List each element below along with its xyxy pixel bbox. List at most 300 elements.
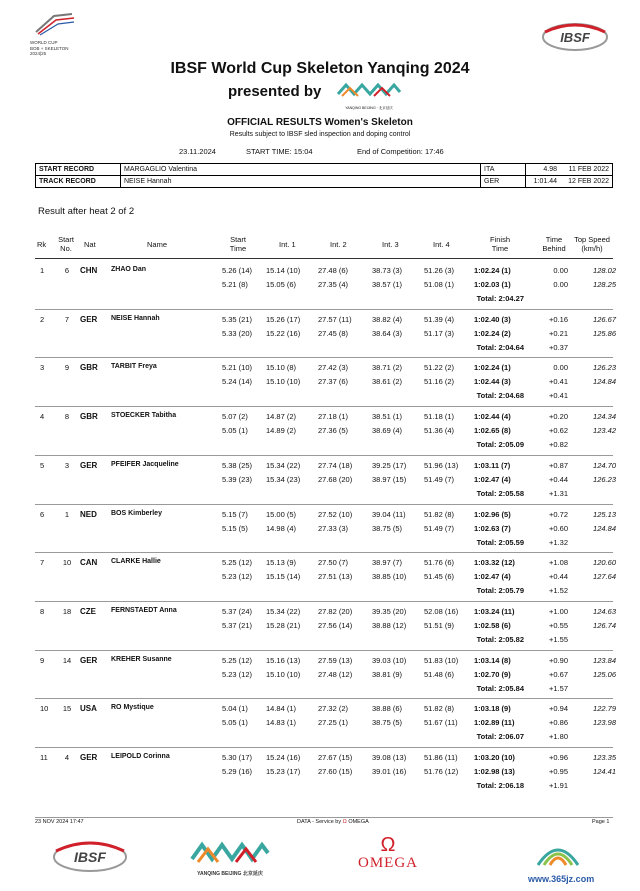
result-separator (35, 552, 613, 553)
run-finish: 1:02.44 (4) (474, 412, 511, 422)
result-rank: 1 (40, 266, 45, 275)
world-cup-swoosh-icon (32, 12, 76, 36)
run-start: 5.26 (14) (222, 266, 253, 275)
run-behind: 0.00 (553, 363, 568, 373)
result-total-behind: +1.31 (549, 488, 568, 498)
col-name: Name (147, 240, 168, 249)
run-behind: 0.00 (553, 280, 568, 289)
result-total: Total: 2:05.82 (476, 634, 524, 644)
run-i3: 38.97 (7) (372, 558, 403, 568)
run-behind: 0.00 (553, 266, 568, 275)
run-i4: 51.39 (4) (424, 314, 455, 324)
col-int2: Int. 2 (330, 240, 347, 249)
run-speed: 123.98 (593, 718, 616, 728)
run-i4: 51.49 (7) (424, 523, 455, 533)
omega-logo-text: OMEGA (358, 855, 418, 871)
page-number: Page 1 (592, 819, 610, 825)
result-total-behind: +1.52 (549, 586, 568, 596)
run-i2: 27.36 (5) (318, 426, 349, 436)
result-separator (35, 650, 613, 651)
result-name: PFEIFER Jacqueline (111, 460, 179, 468)
record-date: 11 FEB 2022 (560, 164, 613, 176)
run-i4: 52.08 (16) (424, 606, 459, 616)
run-i3: 38.88 (6) (372, 704, 403, 714)
run-speed: 123.35 (593, 753, 616, 762)
run-speed: 126.23 (593, 474, 616, 484)
result-rank: 5 (40, 460, 45, 470)
run-start: 5.21 (8) (222, 280, 248, 289)
ibsf-logo (540, 20, 610, 54)
result-nat: GER (80, 753, 98, 762)
run-i3: 38.81 (9) (372, 669, 403, 679)
run-start: 5.37 (21) (222, 620, 253, 630)
col-speed-line2: (km/h) (581, 244, 603, 253)
run-i1: 15.13 (9) (266, 558, 297, 568)
run-i2: 27.45 (8) (318, 328, 349, 338)
omega-symbol-icon: Ω (342, 819, 347, 825)
result-nat: USA (80, 704, 97, 714)
run-speed: 125.06 (593, 669, 616, 679)
record-time: 1:01.44 (526, 176, 561, 188)
col-int3: Int. 3 (382, 240, 399, 249)
col-start-time-line1: Start (230, 235, 246, 244)
result-name: RO Mystique (111, 704, 154, 712)
run-start: 5.24 (14) (222, 377, 253, 387)
yanqing-sponsor-wave-icon (190, 835, 270, 865)
run-behind: +0.96 (549, 753, 568, 762)
run-start: 5.30 (17) (222, 753, 253, 762)
run-i1: 14.98 (4) (266, 523, 297, 533)
run-behind: +0.41 (549, 377, 568, 387)
run-behind: +0.21 (549, 328, 568, 338)
run-i2: 27.74 (18) (318, 460, 353, 470)
run-i4: 51.49 (7) (424, 474, 455, 484)
result-nat: NED (80, 509, 97, 519)
run-finish: 1:02.24 (1) (474, 363, 511, 373)
result-total: Total: 2:05.58 (476, 488, 524, 498)
result-nat: GER (80, 460, 98, 470)
result-total: Total: 2:06.18 (476, 781, 524, 790)
run-speed: 127.64 (593, 572, 616, 582)
run-behind: +1.08 (549, 558, 568, 568)
run-i4: 51.86 (11) (424, 753, 458, 762)
run-finish: 1:02.89 (11) (474, 718, 515, 728)
col-start-time-line2: Time (229, 244, 247, 253)
result-rank: 8 (40, 606, 45, 616)
run-i4: 51.76 (12) (424, 767, 459, 776)
col-start-time (222, 235, 254, 253)
run-i1: 15.34 (22) (266, 606, 301, 616)
result-name: STOECKER Tabitha (111, 412, 177, 420)
run-i4: 51.96 (13) (424, 460, 459, 470)
run-i3: 38.51 (1) (372, 412, 403, 422)
omega-logo-icon: Ω (380, 834, 396, 856)
run-finish: 1:02.44 (3) (474, 377, 511, 387)
run-i2: 27.48 (6) (318, 266, 349, 275)
run-speed: 123.84 (593, 655, 616, 665)
run-i4: 51.22 (2) (424, 363, 455, 373)
yanqing-wave-icon (336, 80, 402, 100)
run-speed: 124.70 (593, 460, 616, 470)
result-start-no: 8 (64, 412, 70, 422)
run-i2: 27.32 (2) (318, 704, 349, 714)
run-i4: 51.26 (3) (424, 266, 455, 275)
run-behind: +0.60 (549, 523, 568, 533)
run-speed: 126.74 (593, 620, 616, 630)
run-finish: 1:03.32 (12) (474, 558, 515, 568)
result-rank: 7 (40, 558, 45, 568)
record-nat: GER (481, 176, 526, 188)
run-i3: 38.75 (5) (372, 523, 403, 533)
result-rank: 4 (40, 412, 45, 422)
run-i4: 51.16 (2) (424, 377, 455, 387)
col-start-no-line1: Start (58, 235, 74, 244)
result-start-no: 1 (64, 509, 70, 519)
result-rank: 6 (40, 509, 45, 519)
run-i3: 38.64 (3) (372, 328, 403, 338)
result-nat: GER (80, 314, 98, 324)
run-i2: 27.33 (3) (318, 523, 349, 533)
result-nat: GER (80, 655, 98, 665)
run-i1: 14.89 (2) (266, 426, 297, 436)
result-start-no: 9 (64, 363, 70, 373)
run-start: 5.25 (12) (222, 655, 253, 665)
run-behind: +1.00 (549, 606, 568, 616)
run-i3: 38.71 (2) (372, 363, 403, 373)
col-behind-line2: Behind (542, 244, 566, 253)
ibsf-emblem-icon (540, 20, 610, 54)
run-i2: 27.82 (20) (318, 606, 353, 616)
run-start: 5.38 (25) (222, 460, 253, 470)
run-i1: 15.16 (13) (266, 655, 301, 665)
run-finish: 1:02.98 (13) (474, 767, 515, 776)
run-start: 5.29 (16) (222, 767, 253, 776)
ibsf-sponsor-emblem-icon (50, 835, 130, 875)
col-start-no (55, 235, 77, 253)
result-separator (35, 698, 613, 699)
run-behind: +0.20 (549, 412, 568, 422)
result-total: Total: 2:05.84 (476, 683, 524, 693)
result-nat: CAN (80, 558, 98, 568)
record-time: 4.98 (526, 164, 561, 176)
run-behind: +0.55 (549, 620, 568, 630)
run-behind: +0.44 (549, 474, 568, 484)
sponsor-omega-logo (348, 835, 428, 881)
result-total: Total: 2:05.79 (476, 586, 524, 596)
run-i4: 51.67 (11) (424, 718, 458, 728)
record-label: TRACK RECORD (36, 176, 121, 188)
run-speed: 128.02 (593, 266, 616, 275)
run-start: 5.23 (12) (222, 572, 253, 582)
run-i4: 51.82 (8) (424, 704, 455, 714)
track-record-row (36, 176, 613, 188)
run-i1: 15.00 (5) (266, 509, 297, 519)
run-i3: 39.25 (17) (372, 460, 407, 470)
run-finish: 1:03.18 (9) (474, 704, 511, 714)
result-total: Total: 2:04.27 (476, 294, 524, 303)
col-top-speed (569, 235, 615, 253)
run-i1: 15.24 (16) (266, 753, 301, 762)
col-finish-line2: Time (491, 244, 509, 253)
result-name: LEIPOLD Corinna (111, 753, 170, 760)
run-i2: 27.51 (13) (318, 572, 353, 582)
run-i2: 27.52 (10) (318, 509, 353, 519)
result-start-no: 18 (62, 606, 72, 616)
run-i1: 15.23 (17) (266, 767, 301, 776)
result-nat: CZE (80, 606, 96, 616)
run-behind: +0.16 (549, 314, 568, 324)
run-start: 5.21 (10) (222, 363, 253, 373)
run-finish: 1:02.63 (7) (474, 523, 511, 533)
result-total-behind: +0.82 (549, 440, 568, 450)
record-name: MARGAGLIO Valentina (121, 164, 481, 176)
header-divider (35, 258, 613, 259)
col-finish-line1: Finish (489, 235, 510, 244)
run-start: 5.23 (12) (222, 669, 253, 679)
run-start: 5.35 (21) (222, 314, 253, 324)
result-separator (35, 309, 613, 310)
result-total-behind: +1.57 (549, 683, 568, 693)
run-i4: 51.82 (8) (424, 509, 455, 519)
result-name: BOS Kimberley (111, 509, 162, 517)
run-i2: 27.60 (15) (318, 767, 353, 776)
world-cup-logo (30, 12, 80, 60)
heat-note: Result after heat 2 of 2 (38, 206, 135, 217)
result-name: CLARKE Hallie (111, 558, 161, 566)
run-i3: 38.88 (12) (372, 620, 407, 630)
result-total-behind: +1.80 (549, 732, 568, 742)
run-finish: 1:03.14 (8) (474, 655, 511, 665)
result-total-behind: +1.91 (549, 781, 568, 790)
run-i3: 38.61 (2) (372, 377, 403, 387)
run-i2: 27.18 (1) (318, 412, 349, 422)
run-start: 5.33 (20) (222, 328, 253, 338)
bob-skeleton-text: BOB + SKELETON (30, 45, 69, 51)
page-title: IBSF World Cup Skeleton Yanqing 2024 (170, 60, 470, 77)
start-time: START TIME: 15:04 (246, 147, 313, 156)
result-start-no: 6 (64, 266, 70, 275)
run-i2: 27.67 (15) (318, 753, 353, 762)
col-nat: Nat (84, 240, 96, 249)
run-behind: +0.86 (549, 718, 568, 728)
run-i2: 27.59 (13) (318, 655, 353, 665)
run-i2: 27.42 (3) (318, 363, 349, 373)
result-separator (35, 601, 613, 602)
yanqing-logo (336, 80, 402, 108)
result-total: Total: 2:04.64 (476, 342, 524, 352)
result-start-no: 3 (64, 460, 70, 470)
run-i3: 39.01 (16) (372, 767, 407, 776)
run-i1: 15.22 (16) (266, 328, 301, 338)
run-behind: +0.62 (549, 426, 568, 436)
run-i4: 51.08 (1) (424, 280, 455, 289)
run-i1: 14.84 (1) (266, 704, 297, 714)
run-finish: 1:03.20 (10) (474, 753, 515, 762)
run-i1: 14.83 (1) (266, 718, 297, 728)
run-finish: 1:03.24 (11) (474, 606, 515, 616)
result-start-no: 15 (62, 704, 72, 714)
run-i2: 27.57 (11) (318, 314, 352, 324)
run-start: 5.05 (1) (222, 426, 248, 436)
col-int4: Int. 4 (433, 240, 450, 249)
run-i3: 38.97 (15) (372, 474, 407, 484)
run-i4: 51.76 (6) (424, 558, 455, 568)
run-speed: 123.42 (593, 426, 616, 436)
result-separator (35, 455, 613, 456)
result-total: Total: 2:05.09 (476, 440, 524, 450)
footer-divider (35, 817, 613, 818)
run-i2: 27.50 (7) (318, 558, 349, 568)
run-i3: 39.35 (20) (372, 606, 407, 616)
run-i1: 15.34 (22) (266, 460, 301, 470)
run-i4: 51.48 (6) (424, 669, 455, 679)
run-i4: 51.36 (4) (424, 426, 455, 436)
run-i1: 15.34 (23) (266, 474, 301, 484)
run-start: 5.39 (23) (222, 474, 253, 484)
ibsf-logo-text: IBSF (560, 30, 590, 45)
footer-data-service (297, 819, 369, 825)
run-behind: +0.95 (549, 767, 568, 776)
result-name: FERNSTAEDT Anna (111, 606, 177, 614)
run-behind: +0.72 (549, 509, 568, 519)
result-rank: 9 (40, 655, 45, 665)
col-int1: Int. 1 (279, 240, 296, 249)
run-i4: 51.18 (1) (424, 412, 455, 422)
end-of-competition: End of Competition: 17:46 (357, 147, 444, 156)
run-i2: 27.48 (12) (318, 669, 353, 679)
run-i2: 27.25 (1) (318, 718, 349, 728)
rainbow-emblem-icon (528, 835, 588, 869)
run-start: 5.25 (12) (222, 558, 253, 568)
run-finish: 1:02.58 (6) (474, 620, 511, 630)
run-behind: +0.87 (549, 460, 568, 470)
run-finish: 1:02.40 (3) (474, 314, 511, 324)
run-speed: 128.25 (593, 280, 616, 289)
run-i3: 38.82 (4) (372, 314, 403, 324)
run-speed: 124.84 (593, 377, 616, 387)
run-i1: 15.14 (10) (266, 266, 301, 275)
result-rank: 11 (40, 753, 48, 762)
result-start-no: 4 (64, 753, 70, 762)
result-start-no: 7 (64, 314, 70, 324)
sponsor-right-logo (528, 835, 598, 884)
record-name: NEISE Hannah (121, 176, 481, 188)
run-start: 5.15 (5) (222, 523, 248, 533)
run-i1: 15.05 (6) (266, 280, 297, 289)
footer-omega-text: OMEGA (348, 819, 369, 825)
run-i4: 51.45 (6) (424, 572, 455, 582)
col-behind-line1: Time (545, 235, 563, 244)
result-rank: 2 (40, 314, 45, 324)
run-i3: 39.03 (10) (372, 655, 407, 665)
run-i2: 27.35 (4) (318, 280, 349, 289)
result-total-behind: +0.41 (549, 391, 568, 401)
result-rank: 10 (40, 704, 49, 714)
result-name: TARBIT Freya (111, 363, 157, 371)
run-i3: 38.73 (3) (372, 266, 403, 275)
run-finish: 1:03.11 (7) (474, 460, 511, 470)
result-name: KREHER Susanne (111, 655, 172, 663)
run-i4: 51.17 (3) (424, 328, 455, 338)
footer-service-text: DATA - Service by (297, 819, 342, 825)
footer-timestamp: 23 NOV 2024 17:47 (35, 819, 84, 825)
yanqing-sponsor-caption: YANQING BEIJING 北京延庆 (197, 871, 263, 877)
result-nat: GBR (80, 363, 98, 373)
sponsor-ibsf-logo (50, 835, 130, 881)
run-speed: 124.63 (593, 606, 616, 616)
col-start-no-line2: No. (60, 244, 72, 253)
run-start: 5.04 (1) (222, 704, 248, 714)
run-finish: 1:02.47 (4) (474, 474, 511, 484)
sponsor-yanqing-logo (190, 835, 270, 881)
run-i1: 15.15 (14) (266, 572, 301, 582)
result-separator (35, 747, 613, 748)
run-speed: 124.34 (593, 412, 616, 422)
result-total: Total: 2:04.68 (476, 391, 524, 401)
result-total-behind: +1.32 (549, 537, 568, 547)
run-finish: 1:02.70 (9) (474, 669, 511, 679)
results-subtitle: Results subject to IBSF sled inspection and doping control (229, 131, 411, 138)
run-start: 5.05 (1) (222, 718, 248, 728)
result-name: ZHAO Dan (111, 266, 146, 273)
run-speed: 122.79 (593, 704, 616, 714)
run-speed: 125.86 (593, 328, 616, 338)
run-speed: 126.23 (593, 363, 616, 373)
world-cup-text: WORLD CUP (30, 40, 58, 45)
result-separator (35, 504, 613, 505)
run-i3: 38.75 (5) (372, 718, 403, 728)
run-i1: 14.87 (2) (266, 412, 297, 422)
run-i1: 15.28 (21) (266, 620, 301, 630)
run-i1: 15.10 (8) (266, 363, 297, 373)
sponsor-ibsf-text: IBSF (74, 849, 106, 865)
result-total: Total: 2:06.07 (476, 732, 524, 742)
run-i2: 27.37 (6) (318, 377, 349, 387)
watermark-text: www.365jz.com (528, 874, 595, 884)
run-i1: 15.10 (10) (266, 377, 301, 387)
record-nat: ITA (481, 164, 526, 176)
result-separator (35, 406, 613, 407)
run-start: 5.07 (2) (222, 412, 248, 422)
col-rk: Rk (37, 240, 47, 249)
run-i1: 15.26 (17) (266, 314, 301, 324)
col-finish-time (483, 235, 517, 253)
run-speed: 124.41 (593, 767, 616, 776)
run-start: 5.15 (7) (222, 509, 248, 519)
run-i3: 38.85 (10) (372, 572, 407, 582)
result-nat: GBR (80, 412, 98, 422)
run-i3: 38.69 (4) (372, 426, 403, 436)
result-nat: CHN (80, 266, 98, 275)
run-i3: 39.08 (13) (372, 753, 407, 762)
event-date: 23.11.2024 (179, 147, 216, 156)
run-finish: 1:02.96 (5) (474, 509, 511, 519)
col-speed-line1: Top Speed (574, 235, 610, 244)
run-finish: 1:02.24 (2) (474, 328, 511, 338)
run-speed: 125.13 (593, 509, 616, 519)
run-i2: 27.68 (20) (318, 474, 353, 484)
records-table (35, 163, 613, 188)
result-start-no: 10 (62, 558, 72, 568)
col-time-behind (540, 235, 568, 253)
start-record-row (36, 164, 613, 176)
run-finish: 1:02.03 (1) (474, 280, 511, 289)
result-total-behind: +1.55 (549, 634, 568, 644)
presented-by: presented by (228, 83, 322, 100)
run-finish: 1:02.24 (1) (474, 266, 511, 275)
run-behind: +0.67 (549, 669, 568, 679)
run-behind: +0.94 (549, 704, 568, 714)
